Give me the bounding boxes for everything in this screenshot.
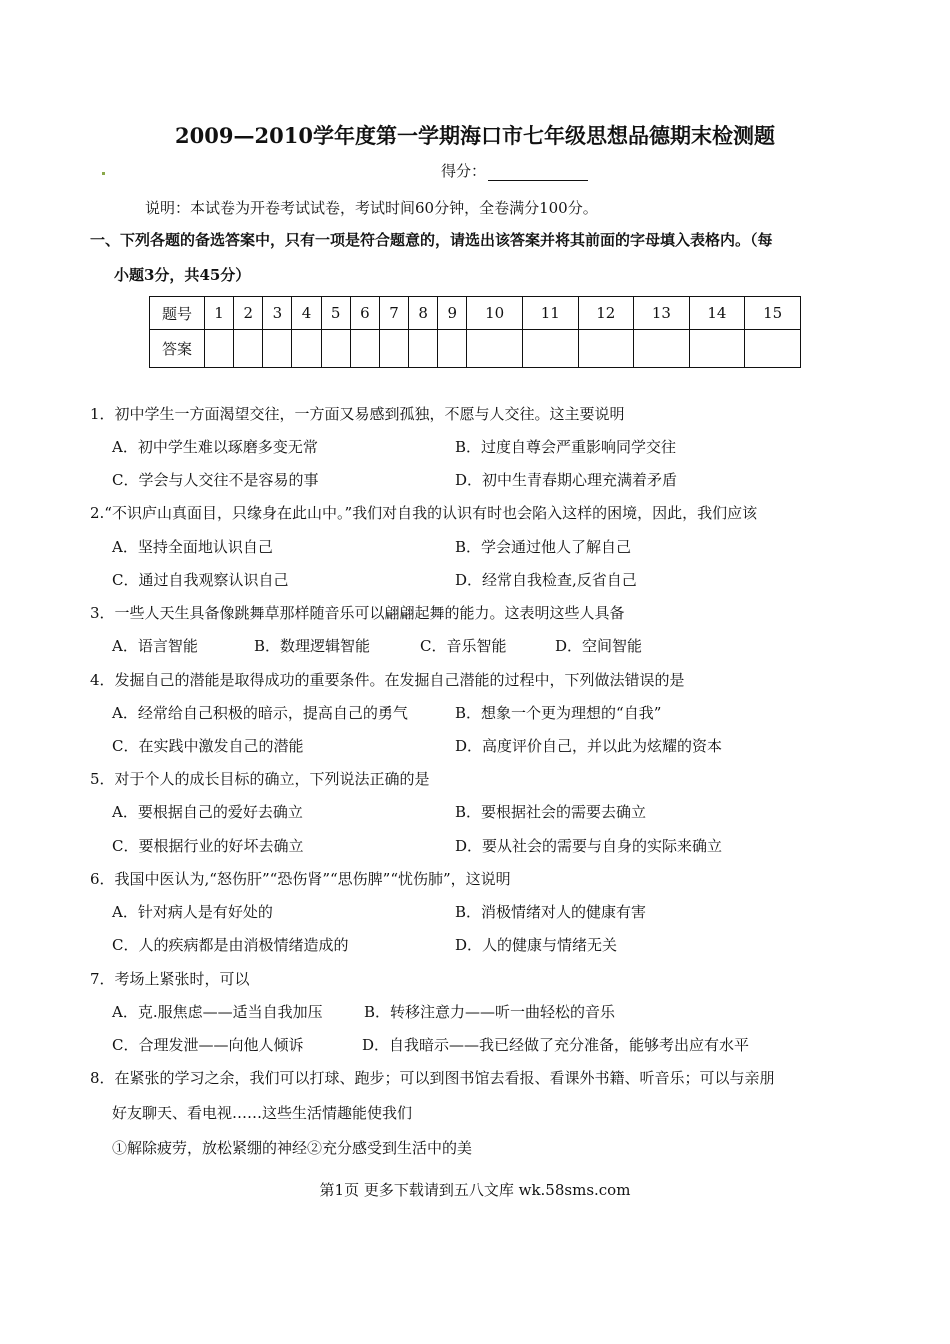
- option-b: B．学会通过他人了解自己: [455, 538, 632, 556]
- question-stem: 7．考场上紧张时，可以: [90, 970, 250, 988]
- question-stem: 3．一些人天生具备像跳舞草那样随音乐可以翩翩起舞的能力。这表明这些人具备: [90, 604, 625, 622]
- table-cell-number: 14: [689, 297, 745, 330]
- answer-table: [149, 296, 801, 368]
- question-stem: 2.“不识庐山真面目，只缘身在此山中。”我们对自我的认识有时也会陷入这样的困境，因此，我们应该: [90, 504, 758, 522]
- row-label-question: 题号: [150, 297, 205, 330]
- decorative-dot: [102, 172, 105, 175]
- exam-note: 说明：本试卷为开卷考试试卷，考试时间60分钟，全卷满分100分。: [145, 199, 598, 217]
- option-a: A．克.服焦虑——适当自我加压: [112, 1003, 323, 1021]
- option-a: A．语言智能: [112, 637, 198, 655]
- table-cell-number: 2: [234, 297, 263, 330]
- table-cell-number: 11: [522, 297, 578, 330]
- table-row-answers: [150, 330, 801, 368]
- section-heading-cont: 小题3分，共45分）: [114, 266, 251, 284]
- option-d: D．高度评价自己，并以此为炫耀的资本: [455, 737, 723, 755]
- answer-cell[interactable]: [689, 330, 745, 368]
- answer-cell[interactable]: [409, 330, 438, 368]
- table-cell-number: 12: [578, 297, 634, 330]
- answer-cell[interactable]: [578, 330, 634, 368]
- option-b: B．转移注意力——听一曲轻松的音乐: [364, 1003, 616, 1021]
- answer-cell[interactable]: [438, 330, 467, 368]
- answer-cell[interactable]: [467, 330, 523, 368]
- option-a: A．初中学生难以琢磨多变无常: [112, 438, 318, 456]
- row-label-answer: 答案: [150, 330, 205, 368]
- question-stem: 1．初中学生一方面渴望交往，一方面又易感到孤独，不愿与人交往。这主要说明: [90, 405, 625, 423]
- option-b: B．要根据社会的需要去确立: [455, 803, 647, 821]
- option-d: D．初中生青春期心理充满着矛盾: [455, 471, 678, 489]
- option-d: D．自我暗示——我已经做了充分准备，能够考出应有水平: [362, 1036, 750, 1054]
- option-c: C．学会与人交往不是容易的事: [112, 471, 319, 489]
- option-c: C．通过自我观察认识自己: [112, 571, 289, 589]
- table-cell-number: 3: [263, 297, 292, 330]
- table-cell-number: 8: [409, 297, 438, 330]
- question-options: ①解除疲劳，放松紧绷的神经②充分感受到生活中的美: [112, 1139, 473, 1157]
- option-c: C．在实践中激发自己的潜能: [112, 737, 304, 755]
- page-footer: 第1页 更多下载请到五八文库 wk.58sms.com: [319, 1181, 631, 1199]
- question-stem: 4．发掘自己的潜能是取得成功的重要条件。在发掘自己潜能的过程中，下列做法错误的是: [90, 671, 685, 689]
- option-b: B．数理逻辑智能: [254, 637, 371, 655]
- answer-cell[interactable]: [634, 330, 690, 368]
- answer-cell[interactable]: [263, 330, 292, 368]
- section-heading: 一、下列各题的备选答案中，只有一项是符合题意的，请选出该答案并将其前面的字母填入表格内。（每: [90, 231, 773, 249]
- option-b: B．想象一个更为理想的“自我”: [455, 704, 662, 722]
- option-c: C．音乐智能: [420, 637, 507, 655]
- table-cell-number: 7: [379, 297, 408, 330]
- option-d: D．要从社会的需要与自身的实际来确立: [455, 837, 723, 855]
- table-cell-number: 9: [438, 297, 467, 330]
- answer-cell[interactable]: [745, 330, 801, 368]
- option-d: D．人的健康与情绪无关: [455, 936, 618, 954]
- option-d: D．经常自我检查,反省自己: [455, 571, 637, 589]
- table-row-numbers: [150, 297, 801, 330]
- score-label: 得分：: [441, 162, 487, 180]
- answer-cell[interactable]: [205, 330, 234, 368]
- option-a: A．针对病人是有好处的: [112, 903, 273, 921]
- answer-cell[interactable]: [379, 330, 408, 368]
- table-cell-number: 15: [745, 297, 801, 330]
- table-cell-number: 6: [350, 297, 379, 330]
- option-c: C．要根据行业的好坏去确立: [112, 837, 304, 855]
- question-stem-cont: 好友聊天、看电视……这些生活情趣能使我们: [112, 1104, 413, 1122]
- table-cell-number: 13: [634, 297, 690, 330]
- score-field: [441, 160, 588, 181]
- question-stem: 5．对于个人的成长目标的确立，下列说法正确的是: [90, 770, 430, 788]
- question-stem: 8．在紧张的学习之余，我们可以打球、跑步；可以到图书馆去看报、看课外书籍、听音乐；可以与亲朋: [90, 1069, 775, 1087]
- question-stem: 6．我国中医认为,“怒伤肝”“恐伤肾”“思伤脾”“忧伤肺”，这说明: [90, 870, 511, 888]
- answer-cell[interactable]: [292, 330, 321, 368]
- table-cell-number: 10: [467, 297, 523, 330]
- option-a: A．经常给自己积极的暗示，提高自己的勇气: [112, 704, 408, 722]
- answer-cell[interactable]: [522, 330, 578, 368]
- answer-cell[interactable]: [321, 330, 350, 368]
- option-c: C．合理发泄——向他人倾诉: [112, 1036, 304, 1054]
- option-a: A．坚持全面地认识自己: [112, 538, 273, 556]
- answer-cell[interactable]: [350, 330, 379, 368]
- page-title: 2009—2010学年度第一学期海口市七年级思想品德期末检测题: [175, 123, 775, 148]
- answer-cell[interactable]: [234, 330, 263, 368]
- table-cell-number: 1: [205, 297, 234, 330]
- option-b: B．过度自尊会严重影响同学交往: [455, 438, 677, 456]
- option-c: C．人的疾病都是由消极情绪造成的: [112, 936, 349, 954]
- table-cell-number: 4: [292, 297, 321, 330]
- option-a: A．要根据自己的爱好去确立: [112, 803, 303, 821]
- table-cell-number: 5: [321, 297, 350, 330]
- option-b: B．消极情绪对人的健康有害: [455, 903, 647, 921]
- option-d: D．空间智能: [555, 637, 643, 655]
- score-blank-line[interactable]: [488, 166, 588, 181]
